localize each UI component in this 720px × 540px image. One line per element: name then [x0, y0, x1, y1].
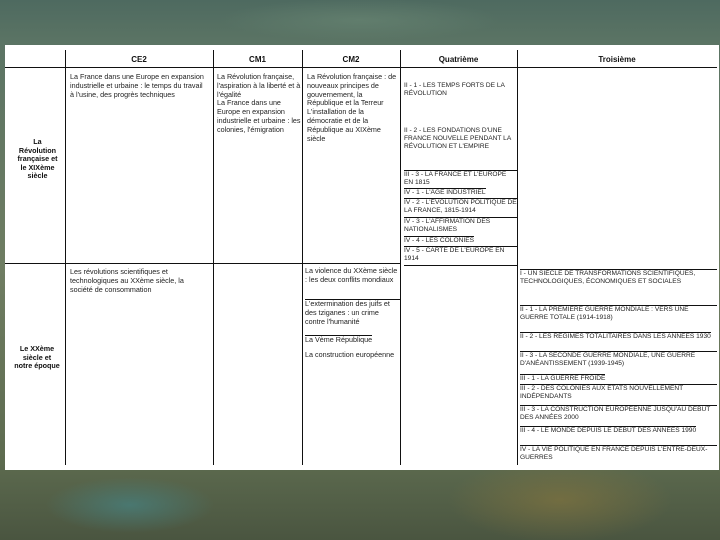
ce2-xxe-text: Les révolutions scientifiques et technologiques au XXème siècle, la société de consommation — [70, 268, 184, 294]
header-quatrieme: Quatrième — [438, 55, 479, 64]
cm2-item: L'extermination des juifs et des tziganes : un crime contre l'humanité — [305, 299, 400, 332]
column-divider — [302, 50, 303, 465]
chapter-box: III - 4 - LE MONDE DEPUIS LE DÉBUT DES ANNÉES 1990 — [520, 426, 696, 445]
chapter-box: IV - 4 - LES COLONIES — [404, 237, 474, 244]
chapter-box: III - 3 - LA FRANCE ET L'EUROPE EN 1815 — [404, 170, 517, 189]
header-troisieme: Troisième — [598, 55, 636, 64]
chapter-box: II - 2 - LES RÉGIMES TOTALITAIRES DANS LES ANNÉES 1930 — [520, 332, 711, 351]
cm2-item: La violence du XXème siècle : les deux conflits mondiaux — [305, 266, 398, 284]
column-divider — [517, 50, 518, 465]
chapter-box: IV - 2 - L'ÉVOLUTION POLITIQUE DE LA FRANCE, 1815-1914 — [404, 198, 517, 217]
theme-xxe-siecle: Le XXème siècle et notre époque — [14, 344, 60, 371]
header-ce2: CE2 — [131, 55, 147, 64]
chapter-box: III - 3 - LA CONSTRUCTION EUROPÉENNE JUSQU'AU DÉBUT DES ANNÉES 2000 — [520, 405, 717, 426]
slide — [5, 45, 719, 470]
header-cm2: CM2 — [342, 55, 360, 64]
chapter-box: III - 1 - LA GUERRE FROIDE — [520, 375, 606, 382]
header-divider — [5, 67, 717, 68]
column-divider — [65, 50, 66, 465]
chapter-box: III - 2 - DES COLONIES AUX ÉTATS NOUVELLEMENT INDÉPENDANTS — [520, 384, 717, 405]
cm2-revolution-text: La Révolution française : de nouveaux principes de gouvernement, la République et la Terreur L'installation de la démocratie et de la République au XIXème siècle — [307, 73, 397, 143]
header-cm1: CM1 — [249, 55, 266, 64]
chapter-box: IV - LA VIE POLITIQUE EN FRANCE DEPUIS L'ENTRE-DEUX-GUERRES — [520, 445, 717, 466]
column-divider — [400, 50, 401, 465]
cm1-revolution-text: La Révolution française, l'aspiration à la liberté et à l'égalité La France dans une Europe en expansion industrielle et urbaine : les colonies, l'émigration — [217, 73, 301, 134]
column-divider — [213, 50, 214, 465]
chapter-box: II - 1 - LA PREMIÈRE GUERRE MONDIALE : VERS UNE GUERRE TOTALE (1914-1918) — [520, 305, 717, 332]
chapter-box: IV - 3 - L'AFFIRMATION DES NATIONALISMES — [404, 217, 517, 236]
chapter-box: I - UN SIÈCLE DE TRANSFORMATIONS SCIENTIFIQUES, TECHNOLOGIQUES, ÉCONOMIQUES ET SOCIALES — [520, 269, 717, 304]
chapter-box: II - 1 - LES TEMPS FORTS DE LA RÉVOLUTION — [404, 82, 505, 98]
cm2-item: La Vème République — [305, 335, 372, 350]
theme-revolution: La Révolution française et le XIXème siècle — [17, 137, 58, 181]
cm2-item: La construction européenne — [305, 350, 395, 359]
chapter-box: IV - 5 - CARTE DE L'EUROPE EN 1914 — [404, 246, 517, 266]
chapter-box: II - 3 - LA SECONDE GUERRE MONDIALE, UNE GUERRE D'ANÉANTISSEMENT (1939-1945) — [520, 351, 717, 374]
chapter-box: IV - 1 - L'ÂGE INDUSTRIEL — [404, 189, 486, 196]
ce2-revolution-text: La France dans une Europe en expansion industrielle et urbaine : le temps du travail à l'usine, des progrès techniques — [70, 73, 204, 99]
chapter-box: II - 2 - LES FONDATIONS D'UNE FRANCE NOUVELLE PENDANT LA RÉVOLUTION ET L'EMPIRE — [404, 127, 511, 151]
row-divider — [5, 263, 400, 264]
